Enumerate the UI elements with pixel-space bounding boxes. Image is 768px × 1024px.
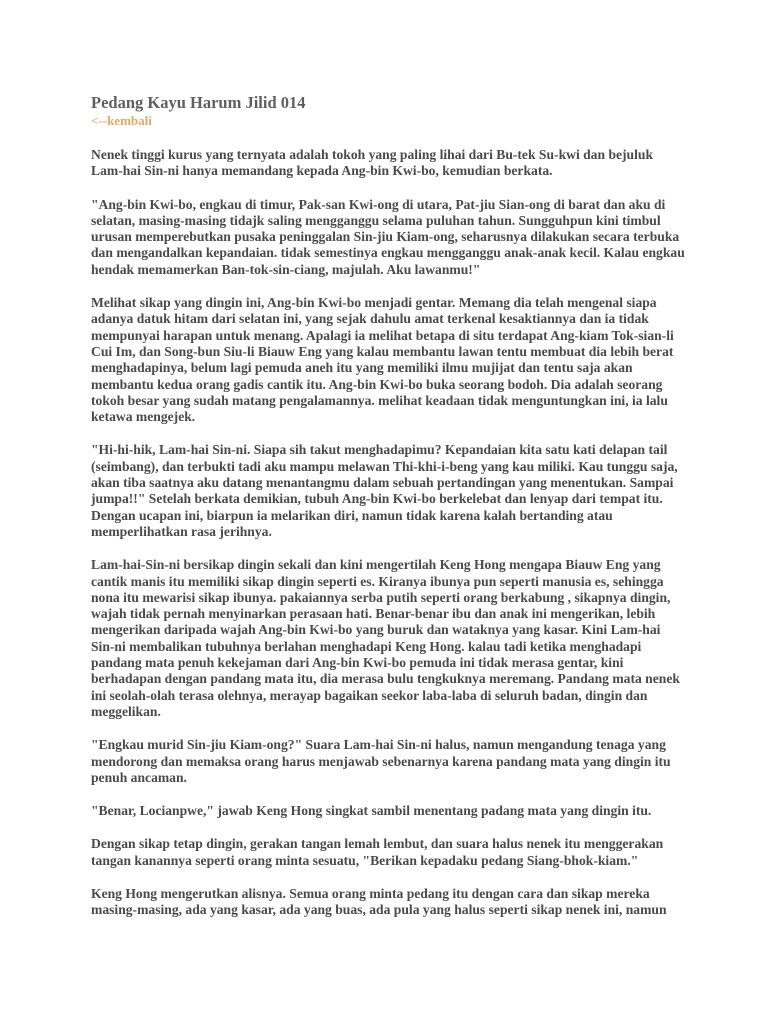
article-body xyxy=(91,147,685,919)
paragraph-1: Nenek tinggi kurus yang ternyata adalah tokoh yang paling lihai dari Bu-tek Su-kwi dan bejuluk Lam-hai Sin-ni hanya memandang kepada Ang-bin Kwi-bo, kemudian berkata. xyxy=(91,147,654,179)
page-title: Pedang Kayu Harum Jilid 014 xyxy=(91,93,306,112)
paragraph-9: Keng Hong mengerutkan alisnya. Semua orang minta pedang itu dengan cara dan sikap mereka masing-masing, ada yang kasar, ada yang buas, ada pula yang halus seperti sikap nenek ini, namun xyxy=(91,885,667,918)
paragraph-8: Dengan sikap tetap dingin, gerakan tangan lemah lembut, dan suara halus nenek itu menggerakan tangan kanannya seperti orang minta sesuatu, "Berikan kepadaku pedang Siang-bhok-kiam." xyxy=(91,836,664,868)
paragraph-5: Lam-hai-Sin-ni bersikap dingin sekali dan kini mengertilah Keng Hong mengapa Biauw Eng yang cantik manis itu memiliki sikap dingin seperti es. Kiranya ibunya pun seperti manusia es, sehingga nona itu mewarisi sikap ibunya. pakaiannya serba putih seperti orang berkabung , sikapnya dingin, wajah tidak pernah menyinarkan perasaan hati. Benar-benar ibu dan anak ini mengerikan, lebih mengerikan daripada wajah Ang-bin Kwi-bo yang buruk dan wataknya yang kasar. Kini Lam-hai Sin-ni membalikan tubuhnya berlahan menghadapi Keng Hong. kalau tadi ketika menghadapi pandang mata penuh kekejaman dari Ang-bin Kwi-bo pemuda ini tidak merasa gentar, kini berhadapan dengan pandang mata itu, dia merasa bulu tengkuknya meremang. Pandang mata nenek ini seolah-olah terasa olehnya, merayap bagaikan seekor laba-laba di seluruh badan, dingin dan meggelikan. xyxy=(91,557,680,719)
paragraph-6: "Engkau murid Sin-jiu Kiam-ong?" Suara Lam-hai Sin-ni halus, namun mengandung tenaga yang mendorong dan memaksa orang harus menjawab sebenarnya karena pandang mata yang dingin itu penuh ancaman. xyxy=(91,737,671,785)
paragraph-7: "Benar, Locianpwe," jawab Keng Hong singkat sambil menentang padang mata yang dingin itu. xyxy=(91,803,652,819)
paragraph-2: "Ang-bin Kwi-bo, engkau di timur, Pak-san Kwi-ong di utara, Pat-jiu Sian-ong di barat dan aku di selatan, masing-masing tidajk saling mengganggu selama puluhan tahun. Sungguhpun kini timbul urusan memperebutkan pusaka peninggalan Sin-jiu Kiam-ong, seharusnya dilakukan secara terbuka dan mengandalkan kepandaian. tidak semestinya engkau mengganggu anak-anak kecil. Kalau engkau hendak memamerkan Ban-tok-sin-ciang, majulah. Aku lawanmu!" xyxy=(91,196,685,277)
paragraph-3: Melihat sikap yang dingin ini, Ang-bin Kwi-bo menjadi gentar. Memang dia telah mengenal siapa adanya datuk hitam dari selatan ini, yang sejak dahulu amat terkenal kesaktiannya dan ia tidak mempunyai harapan untuk menang. Apalagi ia melihat betapa di situ terdapat Ang-kiam Tok-sian-li Cui Im, dan Song-bun Siu-li Biauw Eng yang kalau membantu lawan tentu membuat dia lebih berat menghadapinya, belum lagi pemuda aneh itu yang memiliki ilmu mujijat dan tentu saja akan membantu kedua orang gadis cantik itu. Ang-bin Kwi-bo buka seorang bodoh. Dia adalah seorang tokoh besar yang sudah matang pengalamannya. melihat keadaan tidak menguntungkan ini, ia lalu ketawa mengejek. xyxy=(91,295,674,425)
document-page xyxy=(91,92,685,936)
back-link[interactable]: <--kembali xyxy=(91,113,152,128)
paragraph-4: "Hi-hi-hik, Lam-hai Sin-ni. Siapa sih takut menghadapimu? Kepandaian kita satu kati delapan tail (seimbang), dan terbukti tadi aku mampu melawan Thi-khi-i-beng yang kau miliki. Kau tunggu saja, akan tiba saatnya aku datang menantangmu dalam sebuah pertandingan yang menentukan. Sampai jumpa!!" Setelah berkata demikian, tubuh Ang-bin Kwi-bo berkelebat dan lenyap dari tempat itu. Dengan ucapan ini, biarpun ia melarikan diri, namun tidak karena kalah bertanding atau memperlihatkan rasa jerihnya. xyxy=(91,442,678,539)
